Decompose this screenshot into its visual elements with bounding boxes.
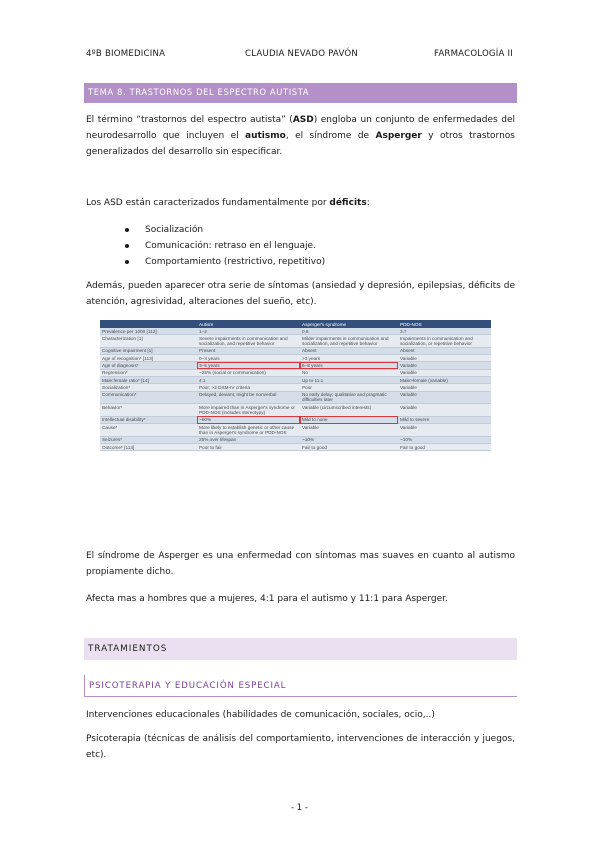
table-cell: Communication* — [100, 391, 197, 404]
table-cell: >3 years — [300, 355, 398, 362]
table-cell: Male:female ratio* [14] — [100, 377, 197, 384]
table-header-cell — [100, 320, 197, 328]
tratamientos-heading: TRATAMIENTOS — [88, 644, 168, 654]
table-cell: Absent — [300, 347, 398, 354]
table-row — [100, 328, 491, 335]
table-row — [100, 424, 491, 437]
table-cell: Present — [197, 347, 300, 354]
table-cell: Poor to fair — [197, 444, 300, 451]
table-cell: ~10% — [398, 436, 491, 443]
table-cell: Socialization* — [100, 384, 197, 391]
header-subject: FARMACOLOGÍA II — [433, 49, 513, 59]
table-cell: Up to 11:1 — [300, 377, 398, 384]
table-cell: Variable — [398, 404, 491, 417]
table-row — [100, 444, 491, 451]
page-number: - 1 - — [291, 803, 308, 813]
table-cell: Poor — [300, 384, 398, 391]
table-cell: ~10% — [300, 436, 398, 443]
table-cell: No — [300, 369, 398, 376]
table-cell: Variable — [398, 384, 491, 391]
table-cell: Fair to good — [300, 444, 398, 451]
table-cell: More impaired than in Asperger's syndrome or PDD-NOS (includes stereotypy) — [197, 404, 300, 417]
table-row — [100, 362, 491, 369]
table-cell: Variable (circumscribed interests) — [300, 404, 398, 417]
table-row — [100, 355, 491, 362]
highlighted-cell: ~60% — [197, 416, 300, 423]
subsection-heading: PSICOTERAPIA Y EDUCACIÓN ESPECIAL — [89, 681, 287, 691]
table-row — [100, 335, 491, 348]
tratamientos-heading-bar — [84, 638, 517, 660]
table-row — [100, 377, 491, 384]
header-author: CLAUDIA NEVADO PAVÓN — [245, 49, 358, 59]
table-cell: Regression* — [100, 369, 197, 376]
table-cell: Cause* — [100, 424, 197, 437]
table-cell: Mild to severe — [398, 416, 491, 423]
table-cell: Variable — [398, 362, 491, 369]
table-cell: No early delay; qualitative and pragmatic difficulties later — [300, 391, 398, 404]
table-cell: Variable — [398, 391, 491, 404]
table-cell: Variable — [398, 355, 491, 362]
table-row — [100, 436, 491, 443]
table-cell: Absent — [398, 347, 491, 354]
table-cell: Age of recognition* [113] — [100, 355, 197, 362]
table-cell: 3.7 — [398, 328, 491, 335]
table-cell: Seizures* — [100, 436, 197, 443]
table-header-cell: Autism — [197, 320, 300, 328]
table-header-cell: PDD-NOS — [398, 320, 491, 328]
table-cell: Prevalence per 1000 [112] — [100, 328, 197, 335]
table-cell: 25% over lifespan — [197, 436, 300, 443]
table-cell: Variable — [398, 424, 491, 437]
table-cell: Severe impairments in communication and socialization, and repetitive behavior — [197, 335, 300, 348]
psicoterapia-paragraph: Psicoterapia (técnicas de análisis del comportamiento, intervenciones de interacción y juegos, etc). — [86, 734, 515, 760]
table-cell: Cognitive impairment [1] — [100, 347, 197, 354]
table-cell: Intellectual disability* — [100, 416, 197, 423]
table-cell: Male>female (variable) — [398, 377, 491, 384]
header-course: 4ºB BIOMEDICINA — [86, 49, 166, 59]
asperger-paragraph: El síndrome de Asperger es una enfermedad con síntomas mas suaves en cuanto al autismo propiamente dicho. — [86, 551, 515, 577]
table-row — [100, 347, 491, 354]
table-cell: Outcome* [113] — [100, 444, 197, 451]
highlighted-cell: 3–5 years — [197, 362, 300, 369]
table-cell: 1–2 — [197, 328, 300, 335]
table-cell: Behavior* — [100, 404, 197, 417]
subsection-heading-box — [84, 675, 517, 697]
section-title: TEMA 8. TRASTORNOS DEL ESPECTRO AUTISTA — [88, 87, 310, 97]
table-row — [100, 369, 491, 376]
table-header-row — [100, 320, 491, 328]
table-row — [100, 384, 491, 391]
table-cell: Impairments in communication and socialization, or repetitive behavior — [398, 335, 491, 348]
deficits-paragraph: Los ASD están caracterizados fundamentalmente por déficits: — [86, 198, 370, 208]
table-cell: Variable — [398, 369, 491, 376]
ratio-paragraph: Afecta mas a hombres que a mujeres, 4:1 para el autismo y 11:1 para Asperger. — [86, 594, 448, 604]
table-cell: Characterization [1] — [100, 335, 197, 348]
table-cell: 0.6 — [300, 328, 398, 335]
table-row — [100, 416, 491, 423]
table-row — [100, 391, 491, 404]
list-item: Socialización — [125, 222, 325, 238]
highlighted-cell: Mild to none — [300, 416, 398, 423]
asd-comparison-table — [100, 320, 491, 451]
table-row — [100, 404, 491, 417]
intro-paragraph: El término “trastornos del espectro autista” (ASD) engloba un conjunto de enfermedades del neurodesarrollo que incluyen el autismo, el síndrome de Asperger y otros trastornos generalizados del desarrollo sin especificar. — [86, 115, 516, 157]
table-header-cell: Asperger's syndrome — [300, 320, 398, 328]
list-item: Comunicación: retraso en el lenguaje. — [125, 238, 325, 254]
table-cell: More likely to establish genetic or other cause than in Asperger's syndrome or PDD-NOS — [197, 424, 300, 437]
deficits-list — [125, 222, 325, 270]
intervenciones-paragraph: Intervenciones educacionales (habilidades de comunicación, sociales, ocio,..) — [86, 710, 435, 720]
symptoms-paragraph: Además, pueden aparecer otra serie de síntomas (ansiedad y depresión, epilepsias, déficits de atención, agresividad, alteraciones del sueño, etc). — [86, 281, 515, 307]
table-cell: Fair to good — [398, 444, 491, 451]
list-item: Comportamiento (restrictivo, repetitivo) — [125, 254, 325, 270]
table-cell: Poor; >2 DSM-IV criteria — [197, 384, 300, 391]
table-cell: Delayed, deviant; might be nonverbal — [197, 391, 300, 404]
table-cell: Variable — [300, 424, 398, 437]
table-cell: 0–3 years — [197, 355, 300, 362]
section-title-bar — [84, 83, 517, 103]
table-cell: Age of diagnosis* — [100, 362, 197, 369]
table-cell: Milder impairments in communication and socialization, and repetitive behavior — [300, 335, 398, 348]
highlighted-cell: 6–8 years — [300, 362, 398, 369]
table-cell: 4:1 — [197, 377, 300, 384]
table-cell: ~25% (social or communication) — [197, 369, 300, 376]
